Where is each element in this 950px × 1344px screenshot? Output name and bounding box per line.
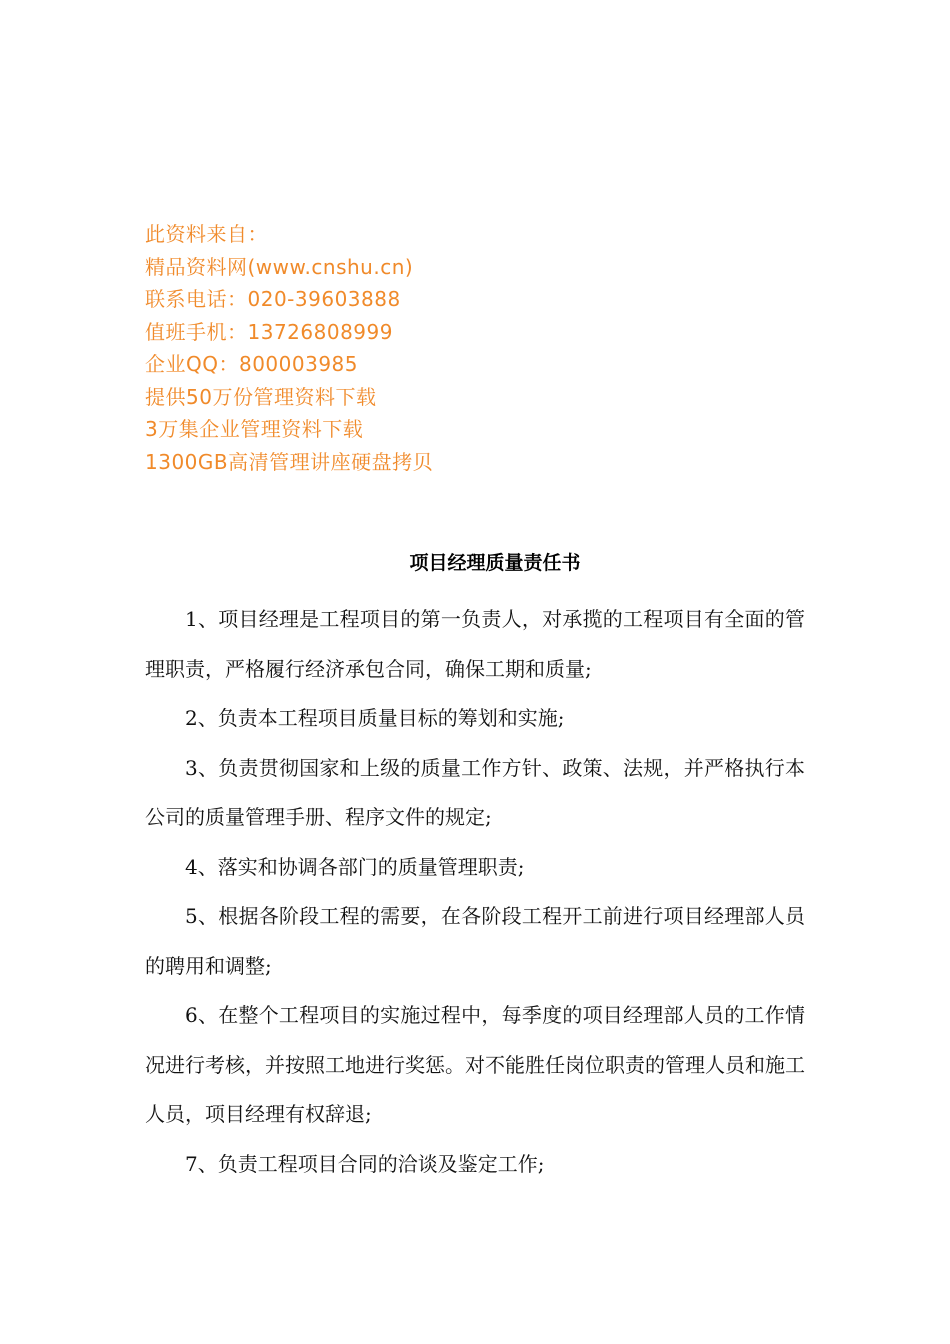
mobile-line: 值班手机：13726808999 bbox=[145, 319, 393, 344]
paragraph-4: 4、落实和协调各部门的质量管理职责; bbox=[185, 854, 525, 879]
paragraph-5: 5、根据各阶段工程的需要，在各阶段工程开工前进行项目经理部人员的聘用和调整; bbox=[145, 904, 805, 978]
document-title: 项目经理质量责任书 bbox=[409, 552, 581, 574]
paragraph-2: 2、负责本工程项目质量目标的筹划和实施; bbox=[185, 706, 565, 730]
promo-line-3: 1300GB高清管理讲座硬盘拷贝 bbox=[145, 449, 434, 474]
phone-line: 联系电话：020-39603888 bbox=[145, 287, 401, 311]
qq-line: 企业QQ：800003985 bbox=[145, 352, 359, 376]
document-body bbox=[145, 595, 805, 1189]
source-heading: 此资料来自： bbox=[145, 222, 268, 246]
website-line: 精品资料网(www.cnshu.cn) bbox=[145, 254, 414, 279]
paragraph-6: 6、在整个工程项目的实施过程中，每季度的项目经理部人员的工作情况进行考核，并按照工地进行奖惩。对不能胜任岗位职责的管理人员和施工人员，项目经理有权辞退; bbox=[145, 1003, 805, 1126]
paragraph-3: 3、负责贯彻国家和上级的质量工作方针、政策、法规，并严格执行本公司的质量管理手册、程序文件的规定; bbox=[145, 755, 805, 829]
promo-line-2: 3万集企业管理资料下载 bbox=[145, 417, 364, 441]
paragraph-1: 1、项目经理是工程项目的第一负责人，对承揽的工程项目有全面的管理职责，严格履行经济承包合同，确保工期和质量; bbox=[145, 607, 805, 681]
paragraph-7: 7、负责工程项目合同的洽谈及鉴定工作; bbox=[185, 1151, 545, 1176]
source-info-block bbox=[145, 218, 705, 478]
promo-line-1: 提供50万份管理资料下载 bbox=[145, 384, 377, 409]
